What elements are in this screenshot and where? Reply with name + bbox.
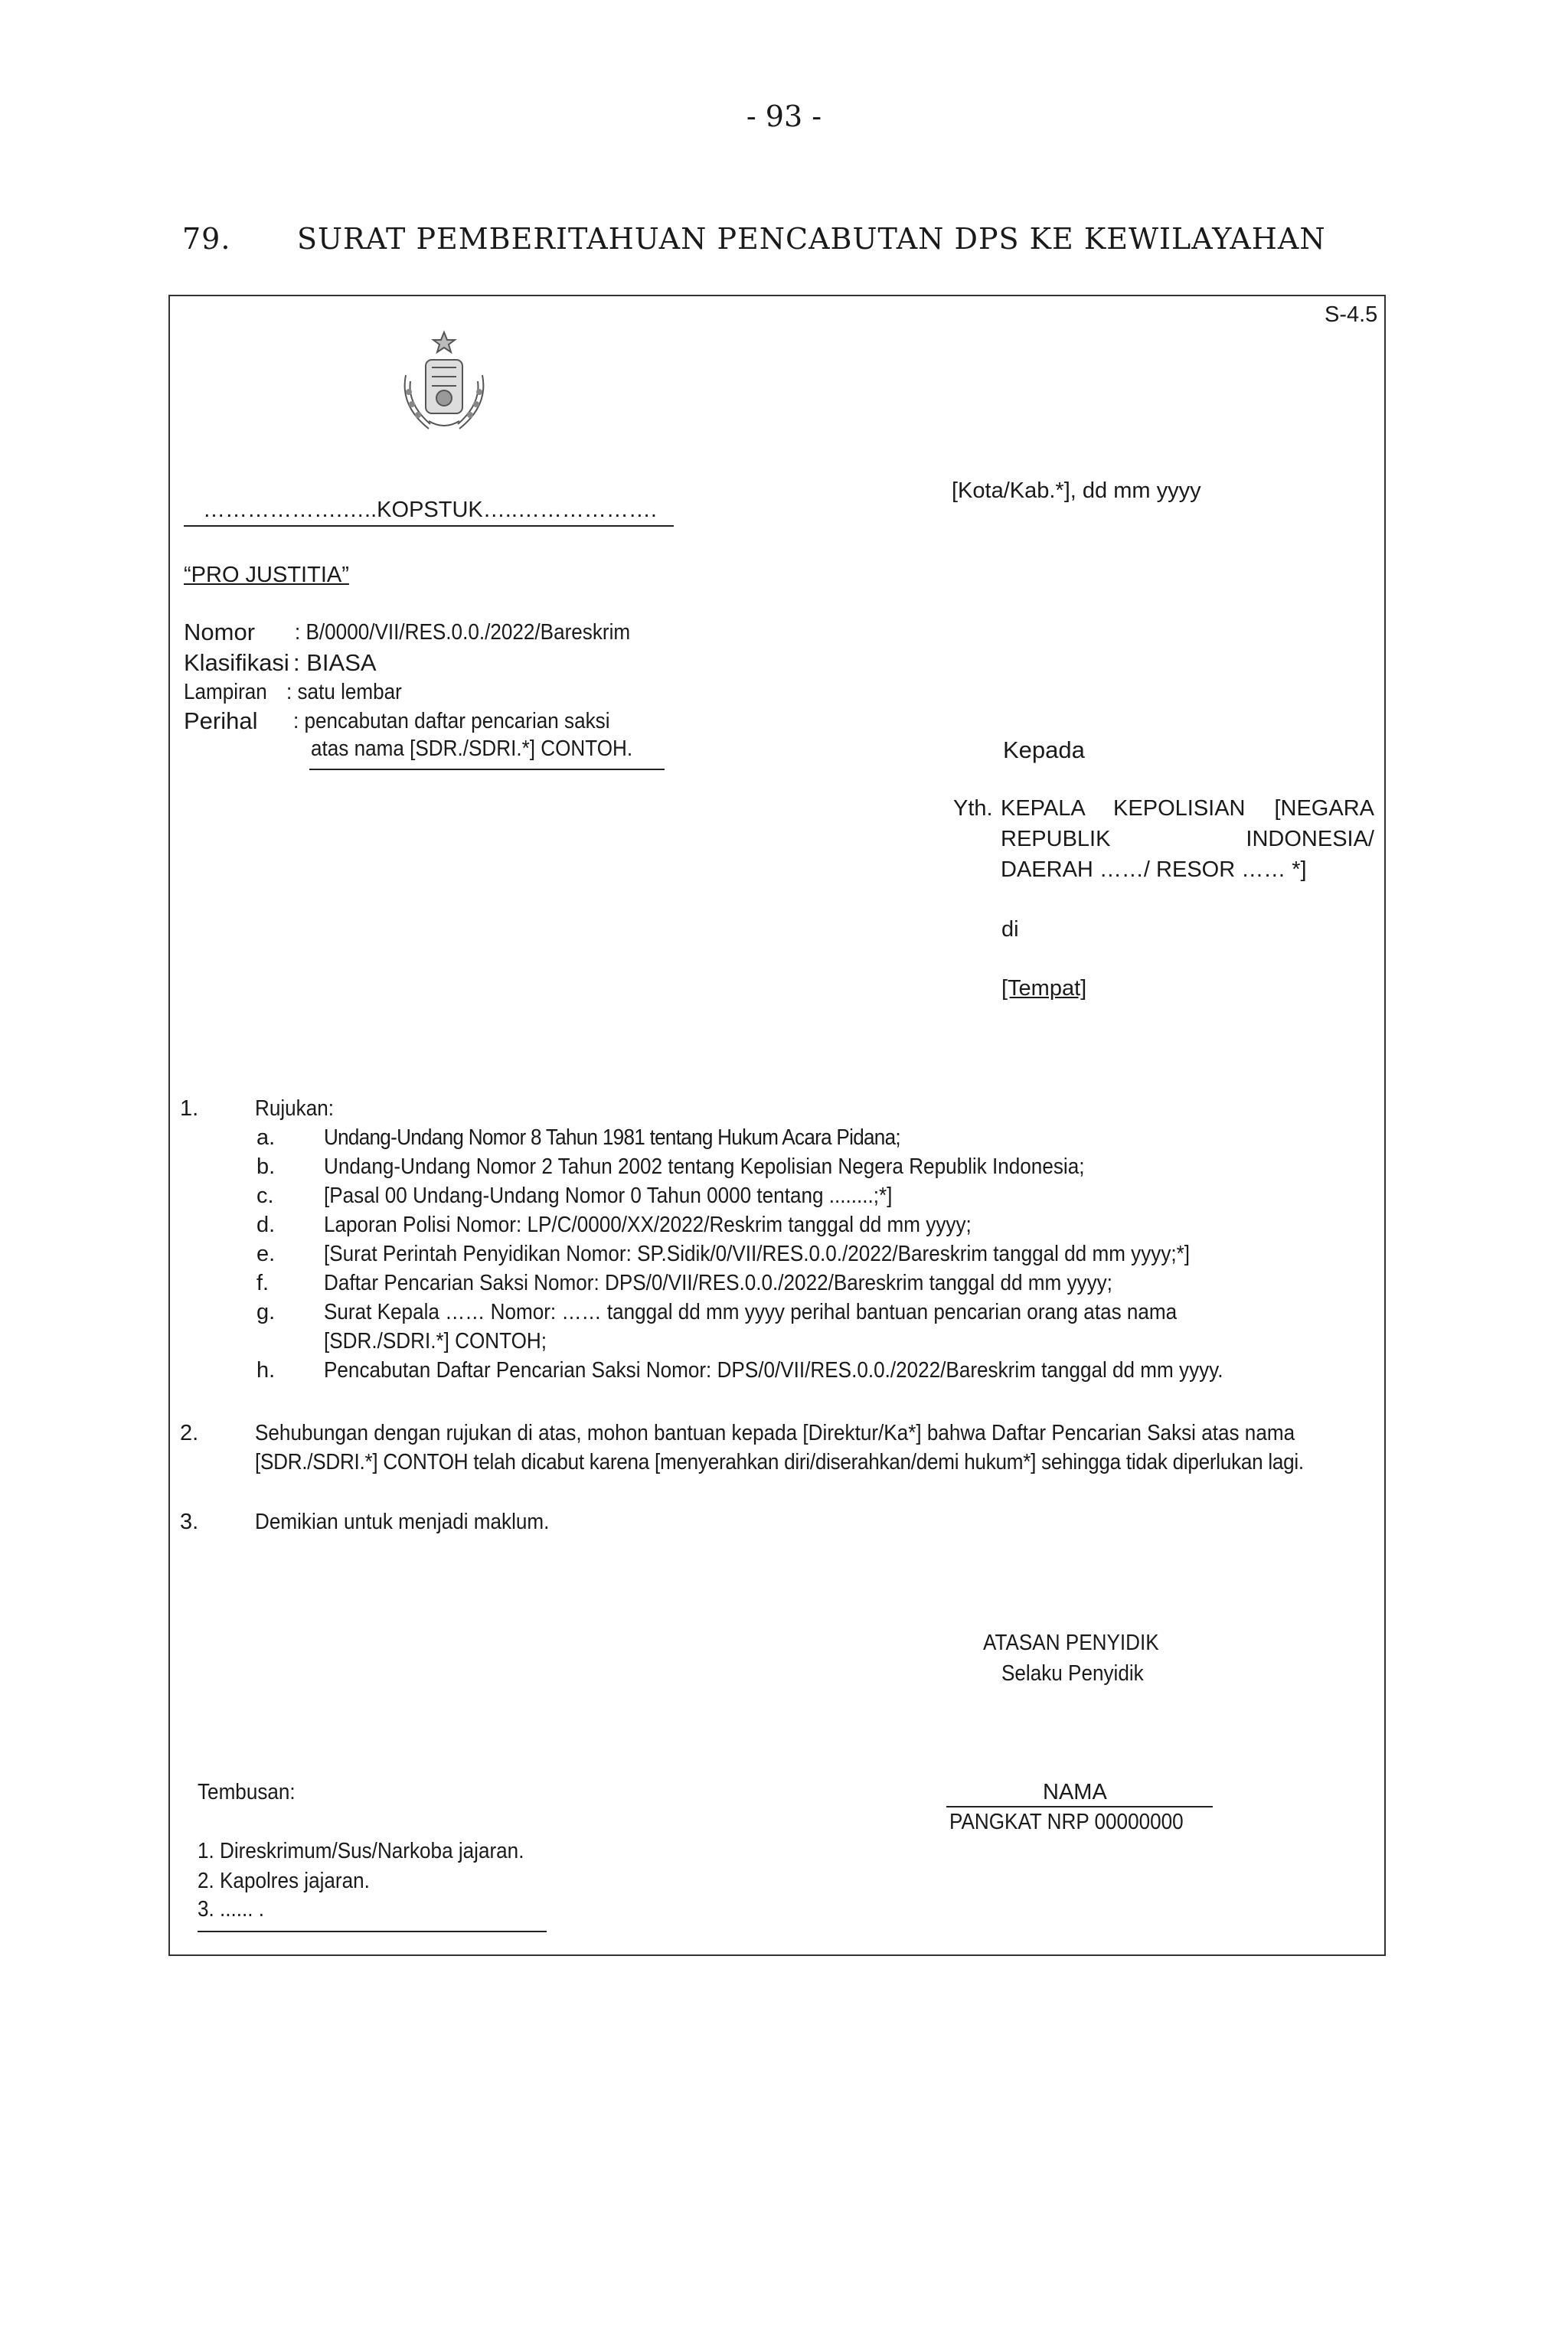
perihal-value-1: : pencabutan daftar pencarian saksi — [293, 709, 610, 733]
kepada-label: Kepada — [1003, 736, 1085, 763]
tempat-label: [Tempat] — [1001, 976, 1087, 1001]
kopstuk: ……………….…..KOPSTUK…..………………. — [203, 498, 657, 522]
paragraph-2-line-2: [SDR./SDRI.*] CONTOH telah dicabut karena [menyerahkan diri/diserahkan/demi hukum*] sehingga tidak diperlukan lagi. — [255, 1450, 1304, 1474]
section-number: 79. — [182, 222, 231, 256]
section-title — [182, 222, 1326, 256]
rujukan-letter: e. — [256, 1242, 276, 1266]
signature-line — [946, 1806, 1213, 1807]
signature-title: ATASAN PENYIDIK — [983, 1631, 1159, 1655]
rujukan-item-h: Pencabutan Daftar Pencarian Saksi Nomor: DPS/0/VII/RES.0.0./2022/Bareskrim tanggal dd mm yyyy. — [324, 1358, 1223, 1383]
rujukan-letter: f. — [256, 1271, 270, 1295]
rujukan-item-c: [Pasal 00 Undang-Undang Nomor 0 Tahun 0000 tentang ........;*] — [324, 1184, 893, 1208]
rujukan-number: 1. — [180, 1096, 199, 1121]
rujukan-item-d: Laporan Polisi Nomor: LP/C/0000/XX/2022/Reskrim tanggal dd mm yyyy; — [324, 1213, 972, 1237]
perihal-label: Perihal — [184, 707, 258, 734]
place-date: [Kota/Kab.*], dd mm yyyy — [952, 478, 1201, 503]
paragraph-2-line-1: Sehubungan dengan rujukan di atas, mohon bantuan kepada [Direktur/Ka*] bahwa Daftar Pencarian Saksi atas nama — [255, 1421, 1295, 1445]
tembusan-underline — [198, 1931, 547, 1932]
rujukan-letter: h. — [256, 1358, 276, 1383]
rujukan-letter: g. — [256, 1300, 276, 1324]
recipient-line-1: KEPALA KEPOLISIAN [NEGARA REPUBLIK INDONESIA/ — [1001, 796, 1374, 851]
section-title-text: SURAT PEMBERITAHUAN PENCABUTAN DPS KE KEWILAYAHAN — [297, 222, 1326, 256]
rujukan-item-g-cont: [SDR./SDRI.*] CONTOH; — [324, 1329, 547, 1354]
recipient-line-2: DAERAH ……/ RESOR …… *] — [1001, 857, 1307, 882]
rujukan-item-a: Undang-Undang Nomor 8 Tahun 1981 tentang Hukum Acara Pidana; — [324, 1125, 900, 1150]
di-label: di — [1001, 917, 1019, 942]
lampiran-value: : satu lembar — [286, 680, 402, 704]
perihal-value-2: atas nama [SDR./SDRI.*] CONTOH. — [311, 736, 633, 761]
form-code: S-4.5 — [1325, 302, 1378, 327]
yth-label: Yth. — [953, 796, 993, 821]
signature-rank: PANGKAT NRP 00000000 — [949, 1810, 1184, 1834]
rujukan-item-g: Surat Kepala …… Nomor: …… tanggal dd mm yyyy perihal bantuan pencarian orang atas nama — [324, 1300, 1178, 1324]
recipient-block — [953, 793, 1374, 885]
kopstuk-underline — [184, 525, 674, 527]
rujukan-letter: b. — [256, 1154, 276, 1179]
tembusan-heading: Tembusan: — [198, 1780, 296, 1804]
rujukan-letter: c. — [256, 1184, 274, 1208]
rujukan-item-b: Undang-Undang Nomor 2 Tahun 2002 tentang Kepolisian Negera Republik Indonesia; — [324, 1154, 1085, 1179]
klasifikasi-value: : BIASA — [293, 649, 377, 676]
nomor-value: : B/0000/VII/RES.0.0./2022/Bareskrim — [295, 620, 631, 645]
klasifikasi-label: Klasifikasi — [184, 649, 289, 676]
police-emblem-icon — [383, 322, 505, 444]
rujukan-heading: Rujukan: — [255, 1096, 335, 1121]
lampiran-label: Lampiran — [184, 680, 267, 704]
perihal-underline — [309, 769, 665, 770]
page-number: - 93 - — [746, 100, 822, 133]
signature-name: NAMA — [1043, 1780, 1107, 1804]
rujukan-item-e: [Surat Perintah Penyidikan Nomor: SP.Sidik/0/VII/RES.0.0./2022/Bareskrim tanggal dd mm yyyy;*] — [324, 1242, 1191, 1266]
signature-subtitle: Selaku Penyidik — [1001, 1661, 1144, 1686]
rujukan-letter: a. — [256, 1125, 276, 1150]
paragraph-2-number: 2. — [180, 1421, 199, 1445]
rujukan-item-f: Daftar Pencarian Saksi Nomor: DPS/0/VII/RES.0.0./2022/Bareskrim tanggal dd mm yyyy; — [324, 1271, 1112, 1295]
tembusan-item: 3. ...... . — [198, 1897, 265, 1922]
rujukan-letter: d. — [256, 1213, 276, 1237]
paragraph-3-number: 3. — [180, 1510, 199, 1534]
pro-justitia: “PRO JUSTITIA” — [184, 563, 349, 587]
paragraph-3-text: Demikian untuk menjadi maklum. — [255, 1510, 550, 1534]
tembusan-item: 1. Direskrimum/Sus/Narkoba jajaran. — [198, 1839, 524, 1863]
nomor-label: Nomor — [184, 619, 256, 645]
tembusan-item: 2. Kapolres jajaran. — [198, 1869, 370, 1893]
